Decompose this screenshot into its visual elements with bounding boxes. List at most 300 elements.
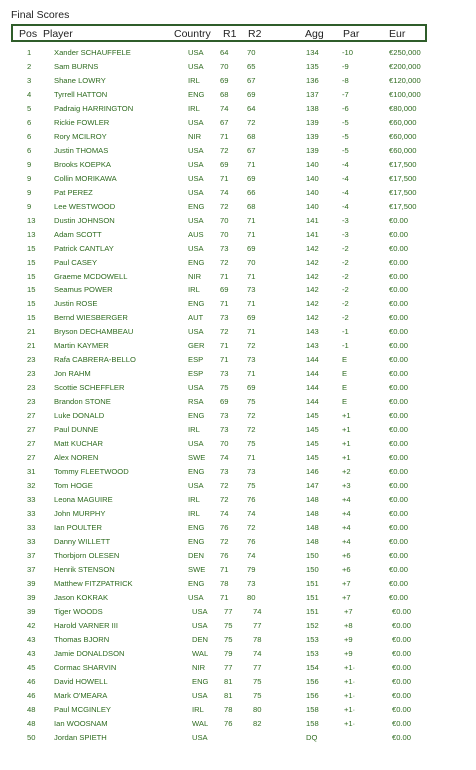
cell-player: Rafa CABRERA-BELLO (54, 355, 136, 365)
cell-par: -10 (342, 48, 353, 57)
cell-r2: 71 (247, 369, 256, 379)
cell-player: Martin KAYMER (54, 341, 109, 351)
table-row (0, 590, 476, 604)
cell-r2: 68 (247, 201, 256, 211)
cell-par: -3 (342, 215, 349, 225)
cell-par: E (342, 397, 348, 407)
cell-r1: 72 (220, 201, 229, 211)
cell-agg: 145 (306, 453, 319, 463)
cell-player: John MURPHY (54, 509, 106, 518)
cell-player: Paul DUNNE (54, 425, 99, 435)
cell-eur: €0.00 (392, 634, 412, 644)
cell-par: -4 (342, 201, 349, 211)
cell-r1: 75 (220, 383, 229, 393)
table-row (0, 241, 476, 255)
cell-agg: 145 (306, 439, 319, 449)
cell-par: +1 (342, 453, 351, 463)
cell-agg: 158 (306, 704, 319, 714)
header-country: Country (174, 28, 211, 40)
cell-eur: €17,500 (389, 159, 417, 169)
cell-country: ENG (188, 411, 205, 421)
table-row (0, 730, 476, 744)
cell-pos: 39 (27, 578, 36, 588)
cell-country: NIR (188, 271, 202, 281)
cell-par: -1 (342, 341, 349, 351)
cell-country: USA (192, 732, 208, 742)
cell-r2: 67 (247, 145, 256, 155)
cell-player: Adam SCOTT (54, 229, 102, 239)
cell-player: Matthew FITZPATRICK (54, 578, 133, 588)
cell-r1: 69 (220, 397, 229, 407)
cell-pos: 33 (27, 522, 36, 532)
table-row (0, 213, 476, 227)
cell-agg: 140 (306, 173, 319, 183)
cell-agg: 153 (306, 648, 319, 658)
cell-eur: €0.00 (389, 578, 409, 588)
cell-country: USA (188, 173, 204, 183)
cell-country: USA (188, 383, 204, 393)
cell-r2: 69 (247, 243, 256, 253)
cell-agg: 151 (306, 592, 319, 602)
cell-player: Scottie SCHEFFLER (54, 383, 125, 393)
table-row (0, 366, 476, 380)
cell-player: Collin MORIKAWA (54, 173, 117, 183)
cell-pos: 15 (27, 313, 36, 323)
cell-r1: 67 (220, 117, 229, 127)
cell-par: +1· (344, 676, 356, 686)
cell-r1: 76 (224, 718, 233, 728)
table-row (0, 394, 476, 408)
cell-country: USA (188, 145, 204, 155)
table-row (0, 324, 476, 338)
header-pos: Pos (19, 28, 38, 40)
cell-player: Thorbjorn OLESEN (54, 550, 120, 560)
cell-eur: €80,000 (389, 103, 417, 113)
cell-pos: 27 (27, 425, 36, 435)
cell-par: +8 (344, 620, 353, 630)
header-r2: R2 (248, 28, 262, 40)
cell-pos: 23 (27, 383, 36, 393)
table-row (0, 450, 476, 464)
cell-country: DEN (188, 550, 205, 560)
cell-eur: €100,000 (389, 89, 421, 99)
cell-par: +7 (342, 578, 351, 588)
cell-r1: 78 (224, 704, 233, 714)
cell-r2: 75 (253, 676, 262, 686)
cell-eur: €0.00 (392, 718, 412, 728)
cell-agg: 142 (306, 313, 319, 323)
cell-agg: 156 (306, 676, 319, 686)
cell-eur: €0.00 (389, 453, 409, 463)
cell-pos: 27 (27, 411, 36, 421)
table-row (0, 506, 476, 520)
cell-player: Dustin JOHNSON (54, 215, 115, 225)
cell-par: -1 (342, 327, 349, 337)
cell-agg: 144 (306, 397, 319, 407)
table-row (0, 338, 476, 352)
cell-r1: 71 (220, 299, 229, 309)
table-row (0, 548, 476, 562)
table-row (0, 408, 476, 422)
cell-r2: 69 (247, 89, 256, 99)
header-player: Player (43, 28, 73, 40)
cell-country: USA (188, 481, 204, 491)
cell-country: USA (192, 606, 208, 616)
table-row (0, 73, 476, 87)
cell-eur: €0.00 (389, 564, 409, 574)
cell-country: USA (188, 117, 204, 127)
cell-r2: 64 (247, 103, 256, 113)
cell-agg: 139 (306, 131, 319, 141)
cell-pos: 50 (27, 732, 36, 742)
cell-pos: 37 (27, 550, 36, 560)
cell-r2: 77 (253, 620, 262, 630)
cell-r2: 71 (247, 159, 256, 169)
cell-agg: 150 (306, 564, 319, 574)
cell-agg: 143 (306, 341, 319, 351)
cell-country: USA (188, 48, 204, 57)
cell-country: IRL (188, 425, 200, 435)
cell-player: Seamus POWER (54, 285, 113, 295)
cell-pos: 15 (27, 285, 36, 295)
table-row (0, 576, 476, 590)
cell-eur: €0.00 (389, 550, 409, 560)
cell-pos: 33 (27, 495, 36, 505)
cell-par: -3 (342, 229, 349, 239)
cell-player: Bernd WIESBERGER (54, 313, 128, 323)
cell-r1: 64 (220, 48, 229, 57)
table-row (0, 115, 476, 129)
cell-country: ENG (188, 201, 205, 211)
cell-agg: 158 (306, 718, 319, 728)
cell-eur: €0.00 (392, 732, 412, 742)
cell-par: -8 (342, 75, 349, 85)
cell-r2: 71 (247, 271, 256, 281)
header-agg: Agg (305, 28, 324, 40)
cell-r1: 71 (220, 592, 229, 602)
cell-r2: 74 (253, 648, 262, 658)
cell-r1: 71 (220, 355, 229, 365)
cell-par: -9 (342, 61, 349, 71)
cell-pos: 1 (27, 48, 32, 57)
cell-par: E (342, 383, 348, 393)
cell-country: IRL (188, 285, 200, 295)
cell-par: -2 (342, 257, 349, 267)
cell-agg: 146 (306, 467, 319, 477)
cell-par: +9 (344, 634, 353, 644)
cell-pos: 42 (27, 620, 36, 630)
cell-r2: 69 (247, 383, 256, 393)
cell-eur: €17,500 (389, 187, 417, 197)
cell-player: Pat PEREZ (54, 187, 93, 197)
cell-r1: 70 (220, 229, 229, 239)
cell-pos: 27 (27, 453, 36, 463)
cell-r2: 75 (253, 690, 262, 700)
cell-r1: 73 (220, 467, 229, 477)
cell-agg: 156 (306, 690, 319, 700)
cell-pos: 33 (27, 509, 36, 518)
cell-pos: 15 (27, 271, 36, 281)
cell-par: -2 (342, 243, 349, 253)
cell-country: USA (192, 620, 208, 630)
cell-r1: 77 (224, 606, 233, 616)
cell-agg: 138 (306, 103, 319, 113)
table-row (0, 171, 476, 185)
cell-par: +1· (344, 718, 356, 728)
cell-par: -5 (342, 131, 349, 141)
cell-player: Jon RAHM (54, 369, 91, 379)
cell-r1: 72 (220, 257, 229, 267)
cell-pos: 9 (27, 173, 32, 183)
table-row (0, 492, 476, 506)
cell-eur: €0.00 (392, 620, 412, 630)
cell-agg: 151 (306, 578, 319, 588)
cell-eur: €0.00 (392, 690, 412, 700)
cell-r2: 82 (253, 718, 262, 728)
cell-r2: 71 (247, 299, 256, 309)
cell-country: USA (188, 187, 204, 197)
cell-pos: 48 (27, 718, 36, 728)
cell-agg: 134 (306, 48, 319, 57)
cell-player: Brooks KOEPKA (54, 159, 111, 169)
cell-player: Sam BURNS (54, 61, 99, 71)
table-row (0, 674, 476, 688)
table-row (0, 129, 476, 143)
cell-r1: 75 (224, 634, 233, 644)
cell-player: Jamie DONALDSON (54, 648, 125, 658)
cell-r1: 72 (220, 495, 229, 505)
cell-par: +6 (342, 550, 351, 560)
cell-pos: 13 (27, 215, 36, 225)
cell-country: ESP (188, 355, 204, 365)
cell-pos: 33 (27, 536, 36, 546)
cell-par: -5 (342, 117, 349, 127)
cell-agg: 142 (306, 271, 319, 281)
cell-r2: 72 (247, 341, 256, 351)
cell-par: -2 (342, 285, 349, 295)
cell-country: USA (188, 159, 204, 169)
cell-par: +7 (344, 606, 353, 616)
cell-agg: 143 (306, 327, 319, 337)
cell-r1: 69 (220, 75, 229, 85)
cell-player: Mark O'MEARA (54, 690, 108, 700)
cell-pos: 15 (27, 243, 36, 253)
cell-country: SWE (188, 564, 206, 574)
cell-par: +6 (342, 564, 351, 574)
cell-r1: 76 (220, 522, 229, 532)
cell-agg: 144 (306, 355, 319, 365)
cell-pos: 46 (27, 690, 36, 700)
cell-pos: 23 (27, 397, 36, 407)
cell-r2: 76 (247, 536, 256, 546)
cell-pos: 21 (27, 341, 36, 351)
cell-country: USA (188, 439, 204, 449)
table-header (11, 24, 427, 42)
cell-pos: 15 (27, 299, 36, 309)
cell-r2: 68 (247, 131, 256, 141)
cell-eur: €17,500 (389, 173, 417, 183)
cell-r2: 76 (247, 495, 256, 505)
cell-eur: €0.00 (389, 592, 409, 602)
cell-country: DEN (192, 634, 209, 644)
cell-eur: €0.00 (389, 439, 409, 449)
cell-country: NIR (188, 131, 202, 141)
table-row (0, 352, 476, 366)
cell-par: +3 (342, 481, 351, 491)
cell-player: Padraig HARRINGTON (54, 103, 134, 113)
cell-player: Harold VARNER III (54, 620, 119, 630)
cell-agg: 148 (306, 522, 319, 532)
cell-country: AUS (188, 229, 204, 239)
cell-pos: 9 (27, 159, 32, 169)
cell-agg: 140 (306, 187, 319, 197)
cell-agg: 147 (306, 481, 319, 491)
table-row (0, 520, 476, 534)
cell-player: Jordan SPIETH (54, 732, 107, 742)
cell-r2: 71 (247, 229, 256, 239)
cell-par: -2 (342, 271, 349, 281)
cell-pos: 15 (27, 257, 36, 267)
cell-player: Matt KUCHAR (54, 439, 103, 449)
cell-par: +4 (342, 522, 351, 532)
cell-r2: 72 (247, 117, 256, 127)
cell-player: Ian POULTER (54, 522, 102, 532)
table-row (0, 310, 476, 324)
table-row (0, 143, 476, 157)
table-row (0, 87, 476, 101)
cell-par: +2 (342, 467, 351, 477)
cell-r2: 73 (247, 578, 256, 588)
cell-country: GER (188, 341, 205, 351)
table-row (0, 422, 476, 436)
cell-eur: €0.00 (389, 285, 409, 295)
cell-country: ENG (188, 578, 205, 588)
table-row (0, 282, 476, 296)
cell-r1: 75 (224, 620, 233, 630)
cell-r2: 69 (247, 173, 256, 183)
cell-par: -4 (342, 173, 349, 183)
table-row (0, 604, 476, 618)
cell-par: -5 (342, 145, 349, 155)
cell-eur: €0.00 (389, 313, 409, 323)
cell-r1: 72 (220, 536, 229, 546)
table-row (0, 227, 476, 241)
cell-r2: 80 (247, 592, 256, 602)
cell-player: Alex NOREN (54, 453, 99, 463)
cell-country: IRL (188, 495, 200, 505)
cell-eur: €0.00 (392, 648, 412, 658)
cell-par: -7 (342, 89, 349, 99)
cell-agg: 148 (306, 536, 319, 546)
cell-r1: 71 (220, 341, 229, 351)
cell-r1: 71 (220, 564, 229, 574)
cell-player: Paul CASEY (54, 257, 98, 267)
cell-eur: €60,000 (389, 145, 417, 155)
cell-r1: 73 (220, 425, 229, 435)
cell-r2: 75 (247, 481, 256, 491)
cell-eur: €0.00 (389, 355, 409, 365)
cell-r2: 74 (247, 550, 256, 560)
cell-agg: 140 (306, 159, 319, 169)
cell-country: IRL (188, 103, 200, 113)
cell-pos: 9 (27, 201, 32, 211)
cell-eur: €250,000 (389, 48, 421, 57)
cell-country: ENG (192, 676, 209, 686)
cell-eur: €17,500 (389, 201, 417, 211)
cell-agg: 148 (306, 509, 319, 518)
cell-r2: 78 (253, 634, 262, 644)
table-row (0, 101, 476, 115)
cell-r2: 73 (247, 355, 256, 365)
cell-r1: 74 (220, 509, 229, 518)
cell-r1: 77 (224, 662, 233, 672)
cell-pos: 37 (27, 564, 36, 574)
cell-r2: 67 (247, 75, 256, 85)
table-row (0, 688, 476, 702)
cell-country: IRL (188, 509, 200, 518)
cell-pos: 2 (27, 61, 32, 71)
cell-country: RSA (188, 397, 204, 407)
cell-r1: 73 (220, 411, 229, 421)
cell-eur: €0.00 (389, 467, 409, 477)
cell-country: USA (188, 327, 204, 337)
cell-player: Rickie FOWLER (54, 117, 110, 127)
cell-agg: 144 (306, 369, 319, 379)
table-row (0, 157, 476, 171)
cell-player: Leona MAGUIRE (54, 495, 113, 505)
cell-country: USA (188, 61, 204, 71)
cell-eur: €200,000 (389, 61, 421, 71)
cell-country: IRL (192, 704, 204, 714)
cell-par: -2 (342, 313, 349, 323)
cell-eur: €0.00 (389, 397, 409, 407)
cell-agg: 145 (306, 425, 319, 435)
cell-pos: 32 (27, 481, 36, 491)
cell-country: ENG (188, 89, 205, 99)
cell-player: Lee WESTWOOD (54, 201, 116, 211)
cell-pos: 23 (27, 369, 36, 379)
cell-agg: 136 (306, 75, 319, 85)
cell-pos: 21 (27, 327, 36, 337)
cell-par: +1 (342, 439, 351, 449)
header-par: Par (343, 28, 360, 40)
cell-player: Bryson DECHAMBEAU (54, 327, 134, 337)
cell-r1: 73 (220, 313, 229, 323)
cell-country: AUT (188, 313, 204, 323)
cell-par: +1· (344, 690, 356, 700)
cell-r1: 69 (220, 285, 229, 295)
cell-r2: 75 (247, 397, 256, 407)
cell-r2: 70 (247, 257, 256, 267)
cell-country: IRL (188, 75, 200, 85)
cell-par: E (342, 355, 348, 365)
cell-r2: 74 (247, 509, 256, 518)
cell-pos: 9 (27, 187, 32, 197)
cell-agg: 144 (306, 383, 319, 393)
cell-par: -4 (342, 187, 349, 197)
table-row (0, 45, 476, 59)
cell-r2: 80 (253, 704, 262, 714)
cell-pos: 5 (27, 103, 32, 113)
cell-par: +1· (344, 662, 356, 672)
cell-r2: 72 (247, 411, 256, 421)
cell-agg: 139 (306, 117, 319, 127)
cell-country: WAL (192, 718, 209, 728)
cell-r1: 72 (220, 327, 229, 337)
cell-pos: 6 (27, 145, 32, 155)
cell-r2: 72 (247, 425, 256, 435)
cell-r1: 71 (220, 271, 229, 281)
